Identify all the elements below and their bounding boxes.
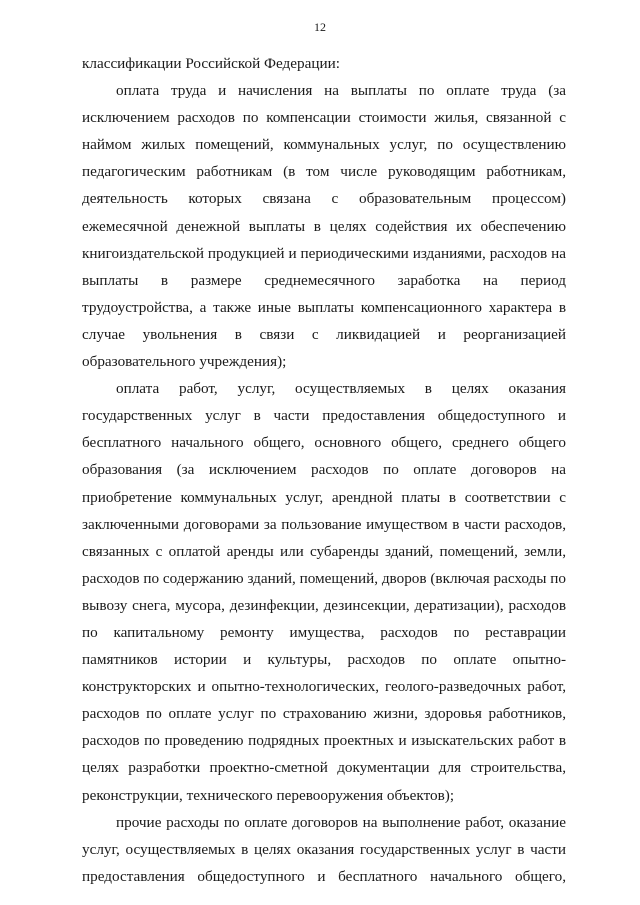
paragraph-other-expenses: прочие расходы по оплате договоров на выполнение работ, оказание услуг, осуществляемых в целях оказания государственных услуг в части предоставления общедоступного и бесплатного начального общего, [82,813,566,885]
paragraph-works-services-payment: оплата работ, услуг, осуществляемых в целях оказания государственных услуг в части предоставления общедоступного и бесплатного начального общего, основного общего, среднего общего образования (за исключением расходов по оплате договоров на приобретение коммунальных услуг, арендной платы в соответствии с заключенными договорами за пользование имуществом в части расходов, связанных с оплатой аренды или субаренды зданий, помещений, земли, расходов по содержанию зданий, помещений, дворов (включая расходы по вывозу снега, мусора, дезинфекции, дезинсекции, дератизации), расходов по капитальному ремонту имущества, расходов по реставрации памятников истории и культуры, расходов по оплате опытно-конструкторских и опытно-технологических, геолого-разведочных работ, расходов по оплате услуг по страхованию жизни, здоровья работников, расходов по проведению подрядных проектных и изыскательских работ в целях разработки проектно-сметной документации для строительства, реконструкции, технического перевооружения объектов); [82,380,566,804]
paragraph-continuation: классификации Российской Федерации: [82,55,340,72]
page-number: 12 [314,20,326,34]
paragraph-labor-payment: оплата труда и начисления на выплаты по оплате труда (за исключением расходов по компенсации стоимости жилья, связанной с наймом жилых помещений, коммунальных услуг, по осуществлению педагогическим работникам (в том числе руководящим работникам, деятельность которых связана с образовательным процессом) ежемесячной денежной выплаты в целях содействия их обеспечению книгоиздательской продукцией и периодическими изданиями, расходов на выплаты в размере среднемесячного заработка на период трудоустройства, а также иные выплаты компенсационного характера в случае увольнения в связи с ликвидацией и реорганизацией образовательного учреждения); [82,82,566,371]
document-body [82,50,566,890]
